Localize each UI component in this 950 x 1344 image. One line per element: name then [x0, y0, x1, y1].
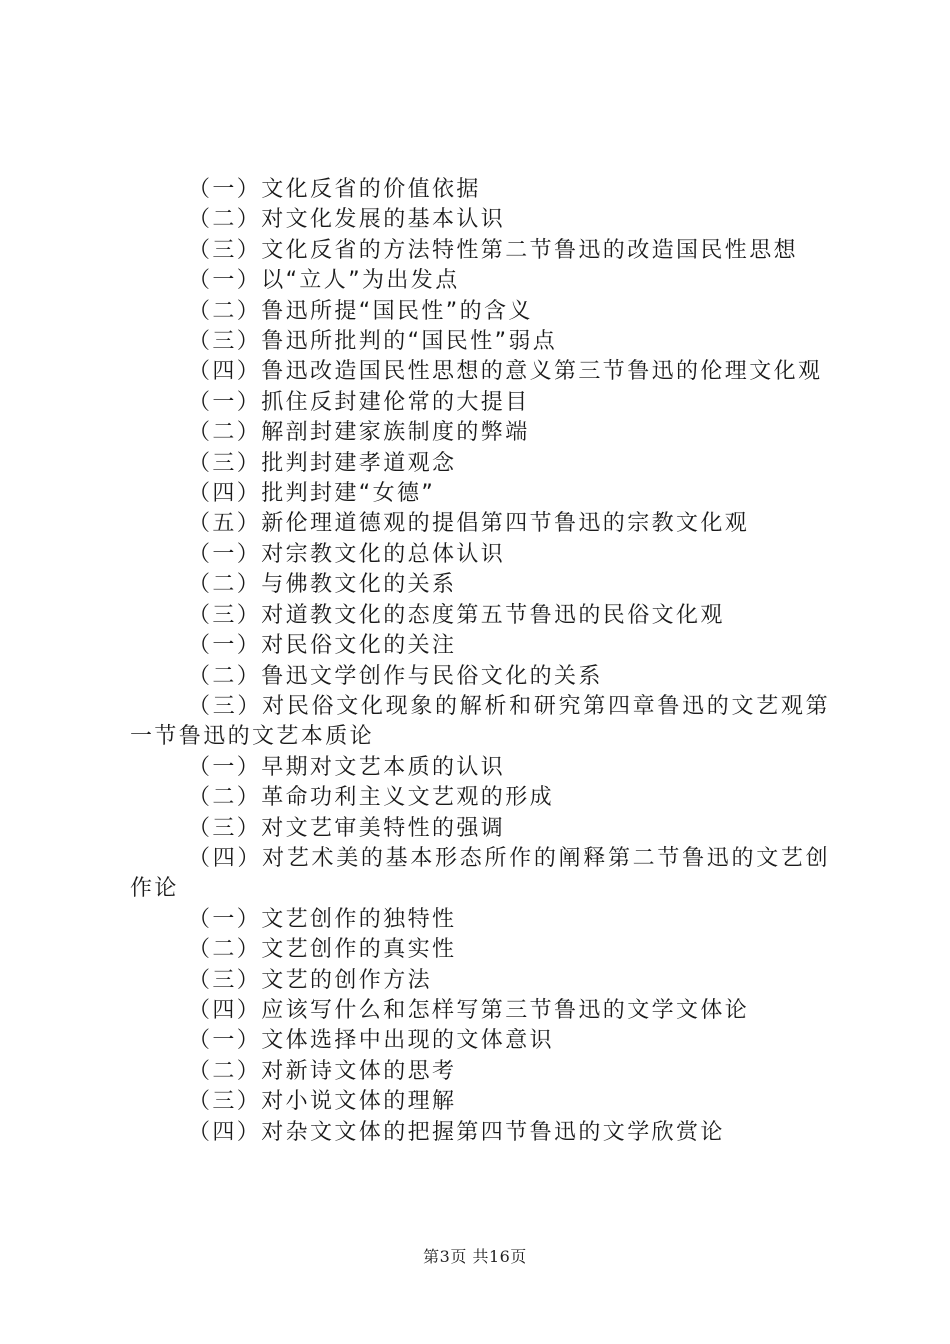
text-line: （二）鲁迅所提“国民性”的含义: [188, 298, 533, 324]
document-body: [130, 175, 830, 1148]
text-line: （三）对小说文体的理解: [188, 1089, 457, 1115]
text-line: （三）鲁迅所批判的“国民性”弱点: [188, 329, 558, 355]
text-line: （一）早期对文艺本质的认识: [188, 754, 506, 780]
text-line: （四）鲁迅改造国民性思想的意义第三节鲁迅的伦理文化观: [188, 359, 823, 385]
text-line: （二）解剖封建家族制度的弊端: [188, 420, 530, 446]
text-line: （四）对杂文文体的把握第四节鲁迅的文学欣赏论: [188, 1119, 725, 1145]
text-line: （三）对道教文化的态度第五节鲁迅的民俗文化观: [188, 602, 725, 628]
text-line: （一）以“立人”为出发点: [188, 268, 460, 294]
text-line: （一）抓住反封建伦常的大提目: [188, 389, 530, 415]
text-line: （二）与佛教文化的关系: [188, 572, 457, 598]
text-line: （三）批判封建孝道观念: [188, 450, 457, 476]
text-line: （四）对艺术美的基本形态所作的阐释第二节鲁迅的文艺创作论: [130, 845, 830, 902]
text-line: （一）文化反省的价值依据: [188, 177, 481, 202]
text-line: （三）对民俗文化现象的解析和研究第四章鲁迅的文艺观第一节鲁迅的文艺本质论: [130, 693, 830, 750]
page-number-footer: 第3页 共16页: [423, 1247, 527, 1266]
text-line: （四）批判封建“女德”: [188, 481, 436, 507]
text-line: （五）新伦理道德观的提倡第四节鲁迅的宗教文化观: [188, 511, 750, 537]
text-line: （二）对新诗文体的思考: [188, 1058, 457, 1084]
text-line: （一）对民俗文化的关注: [188, 633, 457, 659]
text-line: （一）文体选择中出现的文体意识: [188, 1028, 555, 1054]
text-line: （一）对宗教文化的总体认识: [188, 541, 506, 567]
text-line: （一）文艺创作的独特性: [188, 906, 457, 932]
text-line: （二）文艺创作的真实性: [188, 937, 457, 963]
text-line: （二）革命功利主义文艺观的形成: [188, 785, 555, 811]
text-line: （三）对文艺审美特性的强调: [188, 815, 506, 841]
text-line: （二）鲁迅文学创作与民俗文化的关系: [188, 663, 603, 689]
text-line: （三）文化反省的方法特性第二节鲁迅的改造国民性思想: [188, 237, 799, 263]
text-line: （二）对文化发展的基本认识: [188, 207, 506, 233]
text-line: （三）文艺的创作方法: [188, 967, 433, 993]
text-line: （四）应该写什么和怎样写第三节鲁迅的文学文体论: [188, 997, 750, 1023]
